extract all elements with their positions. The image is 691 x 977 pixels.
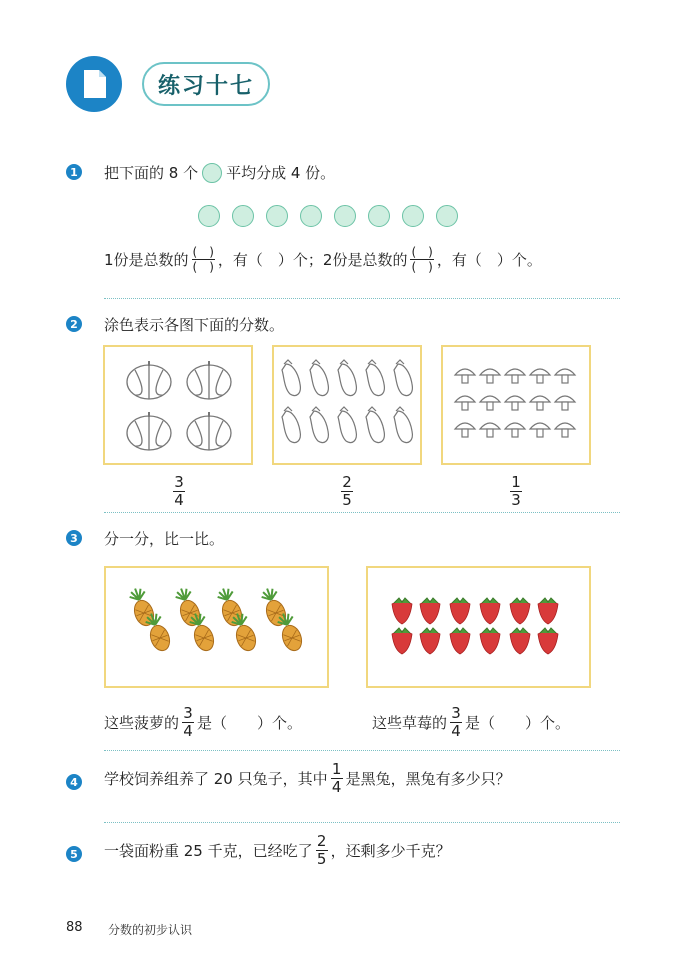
circle-row [198, 205, 458, 227]
circle-item [266, 205, 288, 227]
q3-left-text: 这些菠萝的 $\frac{3}{4}$ 是（ ）个。 [104, 704, 303, 740]
q1-text [104, 162, 335, 183]
blank-fraction[interactable]: $\frac{( )}{( )}$ [192, 245, 214, 274]
document-icon [66, 56, 122, 112]
blank-fraction[interactable]: $\frac{( )}{( )}$ [411, 245, 433, 274]
page-title: 练习十七 [157, 73, 254, 99]
circle-item [334, 205, 356, 227]
divider [104, 298, 620, 299]
pumpkin-box [103, 345, 253, 465]
pumpkin-icon [127, 412, 171, 450]
circle-item [300, 205, 322, 227]
pumpkin-icon [187, 412, 231, 450]
q3-right-text: 这些草莓的 $\frac{3}{4}$ 是（ ）个。 [372, 704, 571, 740]
eggplant-icon [282, 360, 412, 443]
divider [104, 750, 620, 751]
q1-line2-a: 1份是总数的 [104, 251, 189, 269]
circle-item [436, 205, 458, 227]
strawberry-box [366, 566, 591, 688]
circle-item [368, 205, 390, 227]
question-number-2: 2 [66, 316, 82, 332]
fraction-1-3: $\frac{1}{3}$ [511, 473, 521, 509]
title-pill [142, 62, 270, 106]
divider [104, 822, 620, 823]
pumpkin-icon [187, 361, 231, 399]
strawberry-icon [392, 598, 558, 654]
q4-text: 学校饲养组养了 20 只兔子，其中 $\frac{1}{4}$ 是黑兔，黑兔有多少只？ [104, 760, 511, 796]
q1-line2 [104, 246, 542, 273]
fraction-2-5: $\frac{2}{5}$ [342, 473, 352, 509]
q3-text: 分一分，比一比。 [104, 530, 225, 548]
q1-line2-b: ，有（ ）个；2份是总数的 [217, 251, 408, 269]
divider [104, 512, 620, 513]
q5-text: 一袋面粉重 25 千克，已经吃了 $\frac{2}{5}$ ，还剩多少千克？ [104, 832, 451, 868]
eggplant-box [272, 345, 422, 465]
question-number-3: 3 [66, 530, 82, 546]
mushroom-box [441, 345, 591, 465]
question-number-1: 1 [66, 164, 82, 180]
circle-item [198, 205, 220, 227]
question-number-5: 5 [66, 846, 82, 862]
page-number: 88 [66, 920, 83, 935]
pineapple-icon [127, 585, 305, 653]
pineapple-box [104, 566, 329, 688]
pumpkin-icon [127, 361, 171, 399]
q1-text-a: 把下面的 8 个 [104, 164, 199, 182]
q2-text: 涂色表示各图下面的分数。 [104, 316, 285, 334]
mushroom-icon [455, 369, 575, 437]
q1-text-b: 平均分成 4 份。 [226, 164, 336, 182]
chapter-title: 分数的初步认识 [108, 923, 193, 937]
circle-item [402, 205, 424, 227]
circle-item [232, 205, 254, 227]
fraction-3-4: $\frac{3}{4}$ [174, 473, 184, 509]
question-number-4: 4 [66, 774, 82, 790]
q1-line2-c: ，有（ ）个。 [436, 251, 542, 269]
circle-icon [202, 163, 222, 183]
